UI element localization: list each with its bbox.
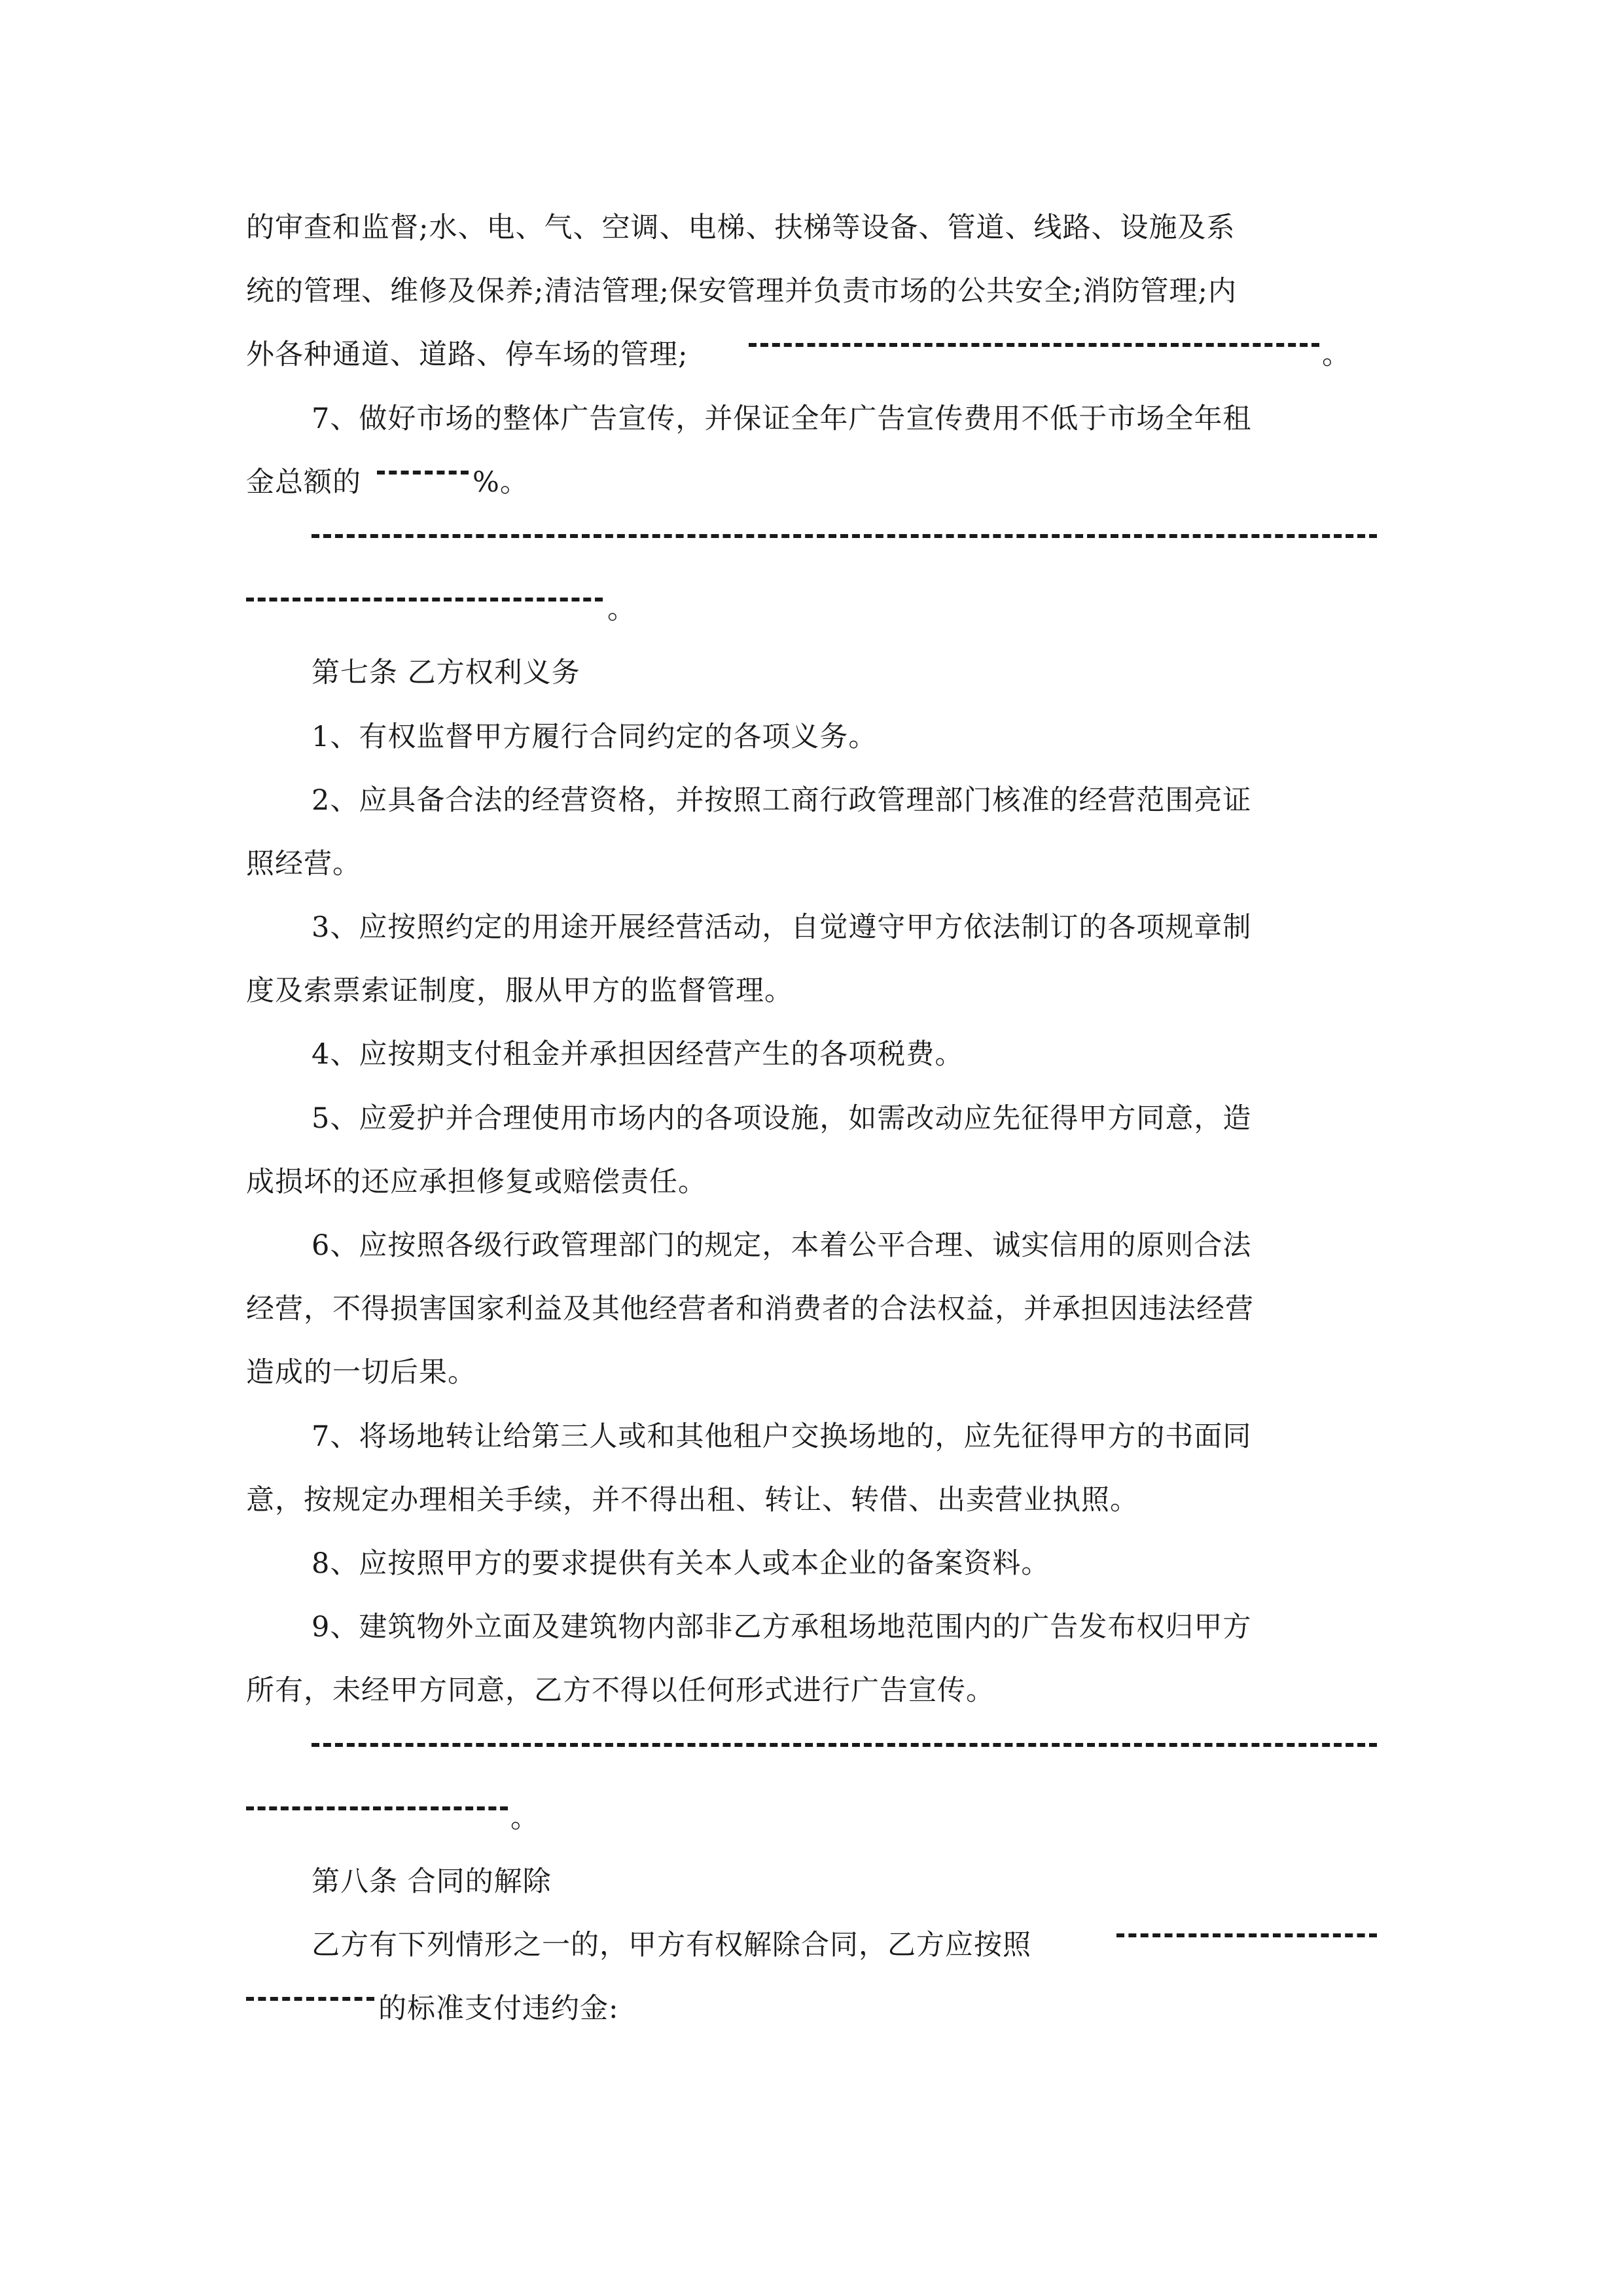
text-line bbox=[246, 1278, 1377, 1341]
penalty-standard-blank[interactable] bbox=[246, 1997, 374, 2001]
article-title: 第八条 合同的解除 bbox=[312, 1865, 552, 1898]
paragraph-text: 乙方有下列情形之一的，甲方有权解除合同，乙方应按照 bbox=[312, 1929, 1031, 1962]
paragraph-text: 的审查和监督;水、电、气、空调、电梯、扶梯等设备、管道、线路、设施及系 bbox=[246, 211, 1236, 244]
list-item-text: 9、建筑物外立面及建筑物内部非乙方承租场地范围内的广告发布权归甲方 bbox=[312, 1611, 1252, 1644]
text-line bbox=[246, 1214, 1377, 1278]
fill-in-blank[interactable] bbox=[312, 534, 1377, 538]
text-line bbox=[246, 1405, 1377, 1469]
text-line bbox=[246, 196, 1377, 260]
text-line bbox=[246, 451, 1377, 514]
list-item-text: 照经营。 bbox=[246, 847, 361, 880]
list-item-text: 4、应按期支付租金并承担因经营产生的各项税费。 bbox=[312, 1038, 964, 1071]
blank-line bbox=[246, 514, 1377, 578]
paragraph-text: 外各种通道、道路、停车场的管理; bbox=[246, 338, 688, 372]
article-title: 第七条 乙方权利义务 bbox=[312, 656, 580, 690]
text-line bbox=[246, 387, 1377, 451]
list-item-text: 造成的一切后果。 bbox=[246, 1356, 476, 1390]
text-line bbox=[246, 1914, 1377, 1977]
list-item-text: 成损坏的还应承担修复或赔偿责任。 bbox=[246, 1165, 707, 1198]
text-line bbox=[246, 1659, 1377, 1723]
fill-in-blank[interactable] bbox=[246, 1806, 508, 1810]
article-heading bbox=[246, 1850, 1377, 1914]
text-line bbox=[246, 1532, 1377, 1596]
document-body bbox=[246, 196, 1377, 2041]
punctuation: 。 bbox=[1322, 338, 1351, 372]
text-line bbox=[246, 769, 1377, 833]
text-line bbox=[246, 323, 1377, 387]
list-item-text: 金总额的 bbox=[246, 465, 361, 499]
percentage-blank[interactable] bbox=[377, 471, 469, 475]
text-line bbox=[246, 1977, 1377, 2041]
list-item-text: 5、应爱护并合理使用市场内的各项设施，如需改动应先征得甲方同意，造 bbox=[312, 1102, 1252, 1135]
punctuation: 。 bbox=[607, 593, 636, 626]
list-item-text: %。 bbox=[473, 465, 529, 499]
text-line bbox=[246, 833, 1377, 896]
blank-line bbox=[246, 1723, 1377, 1787]
list-item-text: 意，按规定办理相关手续，并不得出租、转让、转借、出卖营业执照。 bbox=[246, 1483, 1139, 1516]
list-item-text: 7、做好市场的整体广告宣传，并保证全年广告宣传费用不低于市场全年租 bbox=[312, 402, 1252, 435]
text-line bbox=[246, 1023, 1377, 1086]
punctuation: 。 bbox=[510, 1801, 539, 1835]
list-item-text: 所有，未经甲方同意，乙方不得以任何形式进行广告宣传。 bbox=[246, 1674, 995, 1708]
list-item-text: 3、应按照约定的用途开展经营活动，自觉遵守甲方依法制订的各项规章制 bbox=[312, 911, 1252, 944]
paragraph-text: 统的管理、维修及保养;清洁管理;保安管理并负责市场的公共安全;消防管理;内 bbox=[246, 275, 1237, 308]
list-item-text: 度及索票索证制度，服从甲方的监督管理。 bbox=[246, 975, 793, 1008]
blank-line bbox=[246, 1787, 1377, 1850]
text-line bbox=[246, 896, 1377, 960]
text-line bbox=[246, 1341, 1377, 1405]
paragraph-text: 的标准支付违约金: bbox=[378, 1992, 619, 2026]
text-line bbox=[246, 960, 1377, 1023]
blank-line bbox=[246, 578, 1377, 641]
fill-in-blank[interactable] bbox=[246, 598, 603, 601]
text-line bbox=[246, 1596, 1377, 1659]
text-line bbox=[246, 260, 1377, 323]
text-line bbox=[246, 1151, 1377, 1214]
list-item-text: 经营，不得损害国家利益及其他经营者和消费者的合法权益，并承担因违法经营 bbox=[246, 1293, 1254, 1326]
text-line bbox=[246, 706, 1377, 769]
text-line bbox=[246, 1087, 1377, 1151]
list-item-text: 6、应按照各级行政管理部门的规定，本着公平合理、诚实信用的原则合法 bbox=[312, 1229, 1252, 1262]
list-item-text: 8、应按照甲方的要求提供有关本人或本企业的备案资料。 bbox=[312, 1547, 1050, 1580]
penalty-standard-blank[interactable] bbox=[1116, 1933, 1377, 1937]
fill-in-blank[interactable] bbox=[312, 1743, 1377, 1747]
text-line bbox=[246, 1469, 1377, 1532]
list-item-text: 2、应具备合法的经营资格，并按照工商行政管理部门核准的经营范围亮证 bbox=[312, 783, 1252, 817]
fill-in-blank[interactable] bbox=[749, 343, 1319, 347]
list-item-text: 1、有权监督甲方履行合同约定的各项义务。 bbox=[312, 720, 878, 753]
list-item-text: 7、将场地转让给第三人或和其他租户交换场地的，应先征得甲方的书面同 bbox=[312, 1420, 1252, 1453]
article-heading bbox=[246, 641, 1377, 705]
